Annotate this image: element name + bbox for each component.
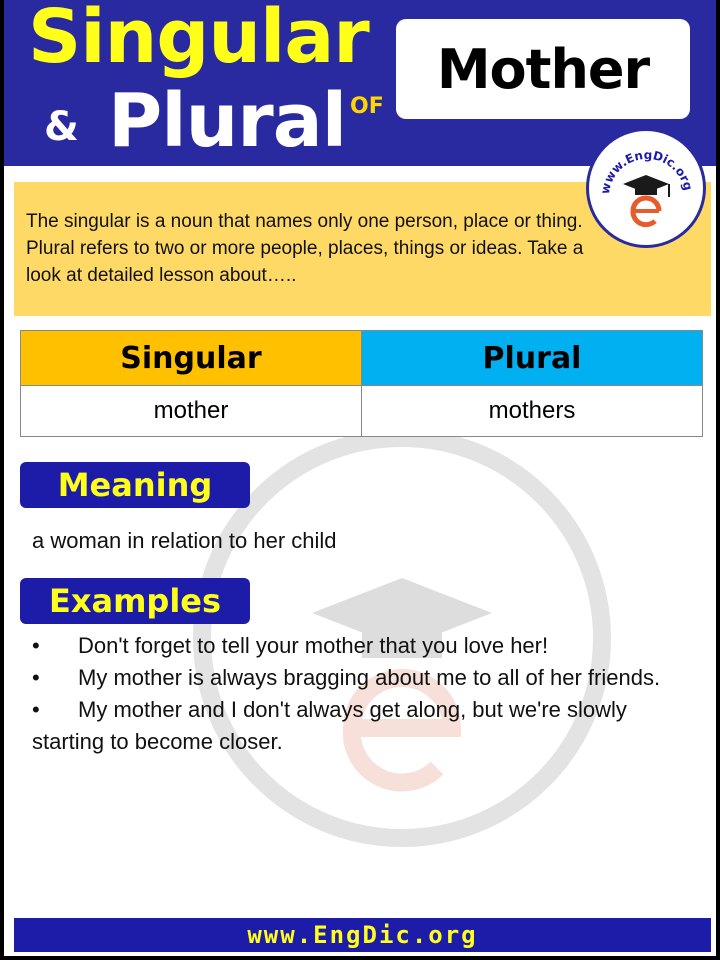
plural-cell: mothers <box>362 386 703 437</box>
word-box <box>396 19 690 119</box>
singular-cell: mother <box>21 386 362 437</box>
example-text: Don't forget to tell your mother that you love her! <box>78 633 549 658</box>
table-row <box>21 386 703 437</box>
plural-header: Plural <box>362 331 703 386</box>
list-item <box>32 630 682 662</box>
intro-text: The singular is a noun that names only one person, place or thing. Plural refers to two or more people, places, things or ideas. Take a look at detailed lesson about….. <box>26 211 584 286</box>
table-header-row <box>21 331 703 386</box>
list-item <box>32 662 682 694</box>
meaning-heading-label: Meaning <box>57 466 213 504</box>
engdic-logo-icon <box>586 128 706 248</box>
page <box>4 0 716 956</box>
example-text: My mother is always bragging about me to all of her friends. <box>78 665 661 690</box>
footer-url: www.EngDic.org <box>247 921 478 949</box>
singular-header: Singular <box>21 331 362 386</box>
example-text: My mother and I don't always get along, but we're slowly starting to become closer. <box>32 697 627 754</box>
title-singular: Singular <box>28 0 369 80</box>
examples-heading <box>20 578 250 624</box>
examples-list <box>32 630 682 758</box>
logo-text: www.EngDic.org <box>597 147 696 196</box>
word-title: Mother <box>436 37 650 101</box>
title-plural: Plural <box>108 78 347 164</box>
list-item <box>32 694 682 758</box>
title-ampersand: & <box>44 104 79 150</box>
singular-plural-table <box>20 330 703 437</box>
meaning-heading <box>20 462 250 508</box>
meaning-text: a woman in relation to her child <box>32 528 337 553</box>
bullet-icon: • <box>32 665 40 690</box>
examples-heading-label: Examples <box>48 582 222 620</box>
title-of: OF <box>350 94 384 119</box>
bullet-icon: • <box>32 633 40 658</box>
footer-banner <box>14 918 711 952</box>
bullet-icon: • <box>32 697 40 722</box>
